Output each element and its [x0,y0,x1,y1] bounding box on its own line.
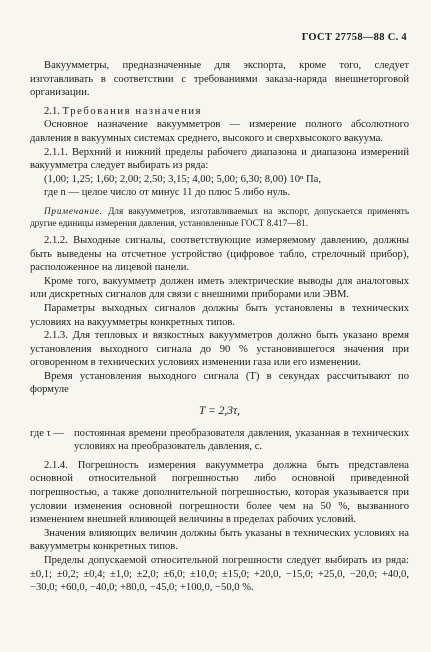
formula-legend [30,427,409,454]
note-label: Примечание. [44,205,103,216]
paragraph-2-1-4: 2.1.4. Погрешность измерения вакуумметра должна быть представлена основной относительной погрешностью либо основной приведенной погрешностью, а также дополнительной погрешностью, которая указывается при условии изменения основной погрешности более чем на 50 %, вызванного изменением внешней влияющей величины в пределах рабочих условий. [30,459,409,526]
paragraph-2-1-1: 2.1.1. Верхний и нижний пределы рабочего диапазона и диапазона измерений вакуумметра следует выбирать из ряда: [30,146,409,172]
paragraph-purpose: Основное назначение вакуумметров — измерение полного абсолютного давления в вакуумных системах среднего, высокого и сверхвысокого вакуума. [30,119,409,144]
legend-symbol: где τ — [30,427,65,439]
page-header: ГОСТ 27758—88 С. 4 [301,32,407,43]
paragraph-influence-values: Значения влияющих величин должны быть указаны в технических условиях на вакуумметры конкретных типов. [30,527,409,553]
section-heading-2-1 [30,105,409,119]
paragraph-2-1-2: 2.1.2. Выходные сигналы, соответствующие измеряемому давлению, должны быть выведены на отсчетное устройство (цифровое табло, стрелочный прибор), расположенное на лицевой панели. [30,234,409,274]
paragraph-outputs: Кроме того, вакуумметр должен иметь электрические выводы для аналоговых или дискретных сигналов для связи с внешними приборами или ЭВМ. [30,275,409,301]
paragraph-range-series: (1,00; 1,25; 1,60; 2,00; 2,50; 3,15; 4,00; 5,00; 6,30; 8,00) 10ⁿ Па, [44,173,321,185]
paragraph-2-1-3: 2.1.3. Для тепловых и вязкостных вакуумметров должно быть указано время установления выходного сигнала до 90 % установившегося значения при оговоренном в технических условиях изменении газа или его изменении. [30,330,409,369]
formula: T = 2,3τ, [198,405,241,418]
document-body [30,59,409,595]
paragraph-signal-params: Параметры выходных сигналов должны быть установлены в технических условиях на вакуумметры конкретных типов. [30,302,409,328]
paragraph-export: Вакуумметры, предназначенные для экспорта, кроме того, следует изготавливать в соответствии с требованиями заказа-наряда внешнеторговой организации. [30,60,409,99]
paragraph-time-formula-intro: Время установления выходного сигнала (T) в секундах рассчитывают по формуле [30,370,409,396]
note-text: Для вакуумметров, изготавливаемых на экспорт, допускается применять другие единицы измерения давления, установленные ГОСТ 8.417—81. [30,205,410,228]
legend-description: постоянная времени преобразователя давления, указанная в технических условиях на преобразователь давления, с. [74,427,409,453]
paragraph-error-limits: Пределы допускаемой относительной погрешности следует выбирать из ряда: ±0,1; ±0,2; ±0,4; ±1,0; ±2,0; ±6,0; ±10,0; ±15,0; +20,0, −15,0; +25,0, −20,0; +40,0, −30,0; +60,0, −40,0; +80,0, −45,0; +100,0, −50,0 %. [30,555,409,594]
section-number: 2.1. [44,105,60,117]
note [30,205,409,229]
section-title: Требования назначения [62,105,203,117]
paragraph-n-definition: где n — целое число от минус 11 до плюс 5 либо нуль. [44,187,291,199]
